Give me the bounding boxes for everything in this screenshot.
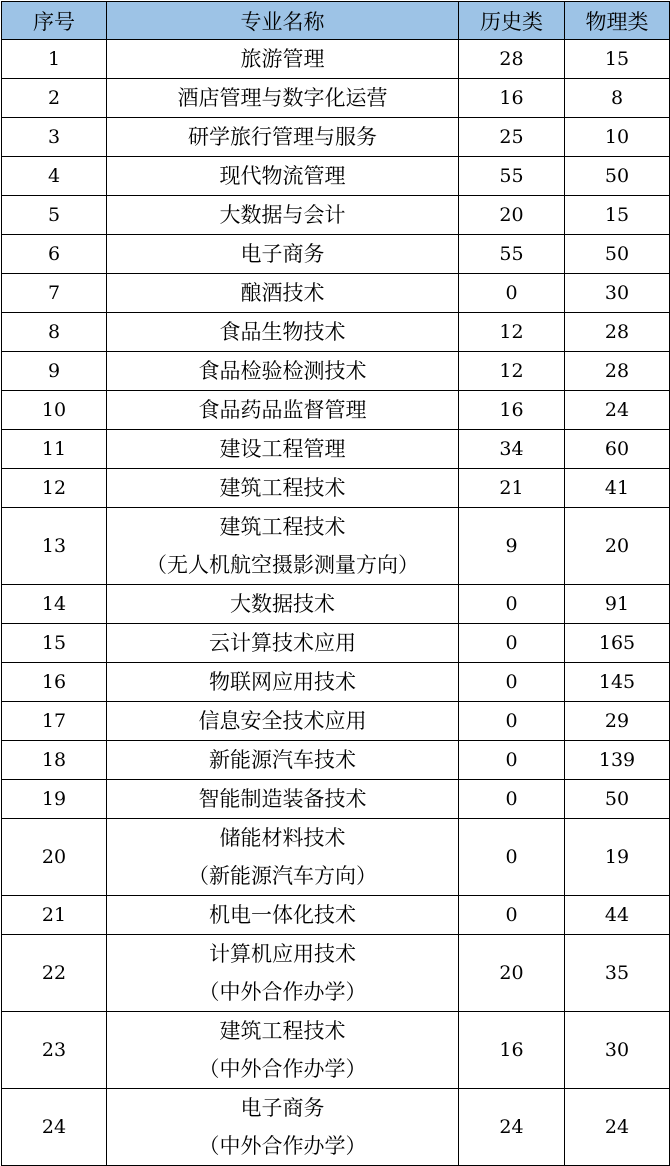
major-direction: （新能源汽车方向） — [188, 864, 377, 888]
row-history-count: 16 — [459, 79, 565, 118]
major-direction: （中外合作办学） — [198, 1134, 367, 1158]
table-row — [2, 702, 670, 741]
table-row — [2, 196, 670, 235]
row-history-count: 34 — [459, 430, 565, 469]
row-physics-count: 50 — [565, 235, 670, 274]
row-physics-count: 24 — [565, 1089, 670, 1166]
row-physics-count: 60 — [565, 430, 670, 469]
row-history-count: 0 — [459, 780, 565, 819]
major-name: 酿酒技术 — [240, 281, 325, 305]
row-major — [107, 313, 459, 352]
table-body — [2, 40, 670, 1166]
row-physics-count: 50 — [565, 780, 670, 819]
row-major — [107, 585, 459, 624]
row-index: 18 — [2, 741, 107, 780]
row-physics-count: 50 — [565, 157, 670, 196]
major-name: 电子商务 — [240, 242, 325, 266]
major-direction: （无人机航空摄影测量方向） — [146, 553, 419, 577]
major-direction: （中外合作办学） — [198, 980, 367, 1004]
table-row — [2, 896, 670, 935]
row-physics-count: 15 — [565, 196, 670, 235]
row-physics-count: 8 — [565, 79, 670, 118]
row-major — [107, 508, 459, 585]
enrollment-plan-table — [1, 1, 670, 1166]
table-row — [2, 624, 670, 663]
row-major — [107, 157, 459, 196]
row-major — [107, 430, 459, 469]
row-index: 13 — [2, 508, 107, 585]
major-direction: （中外合作办学） — [198, 1057, 367, 1081]
major-name: 食品生物技术 — [219, 320, 346, 344]
row-index: 12 — [2, 469, 107, 508]
row-index: 6 — [2, 235, 107, 274]
major-name: 大数据技术 — [230, 592, 335, 616]
row-physics-count: 44 — [565, 896, 670, 935]
table-row — [2, 741, 670, 780]
header-major: 专业名称 — [107, 2, 459, 40]
row-history-count: 0 — [459, 585, 565, 624]
row-major — [107, 79, 459, 118]
table-row — [2, 430, 670, 469]
row-physics-count: 29 — [565, 702, 670, 741]
row-major — [107, 780, 459, 819]
table-row — [2, 663, 670, 702]
table-row — [2, 935, 670, 1012]
row-history-count: 24 — [459, 1089, 565, 1166]
major-name: 酒店管理与数字化运营 — [177, 86, 388, 110]
row-physics-count: 91 — [565, 585, 670, 624]
row-major — [107, 896, 459, 935]
row-history-count: 55 — [459, 235, 565, 274]
row-physics-count: 15 — [565, 40, 670, 79]
row-major — [107, 1089, 459, 1166]
table-row — [2, 40, 670, 79]
row-index: 21 — [2, 896, 107, 935]
table-row — [2, 1089, 670, 1166]
major-name: 计算机应用技术 — [209, 942, 356, 966]
row-index: 10 — [2, 391, 107, 430]
row-physics-count: 30 — [565, 1012, 670, 1089]
row-index: 9 — [2, 352, 107, 391]
row-physics-count: 41 — [565, 469, 670, 508]
row-index: 1 — [2, 40, 107, 79]
row-history-count: 16 — [459, 1012, 565, 1089]
table-row — [2, 819, 670, 896]
major-name: 电子商务 — [240, 1096, 325, 1120]
row-major — [107, 1012, 459, 1089]
row-major — [107, 352, 459, 391]
row-major — [107, 741, 459, 780]
header-row — [2, 2, 670, 40]
row-history-count: 0 — [459, 624, 565, 663]
row-history-count: 12 — [459, 313, 565, 352]
major-name: 建筑工程技术 — [219, 1019, 346, 1043]
row-index: 19 — [2, 780, 107, 819]
row-history-count: 21 — [459, 469, 565, 508]
table-header — [2, 2, 670, 40]
row-index: 22 — [2, 935, 107, 1012]
major-name: 旅游管理 — [240, 47, 325, 71]
row-index: 2 — [2, 79, 107, 118]
row-index: 16 — [2, 663, 107, 702]
row-history-count: 25 — [459, 118, 565, 157]
row-index: 14 — [2, 585, 107, 624]
table-row — [2, 118, 670, 157]
table-row — [2, 79, 670, 118]
header-index: 序号 — [2, 2, 107, 40]
row-history-count: 28 — [459, 40, 565, 79]
row-history-count: 20 — [459, 935, 565, 1012]
table-row — [2, 508, 670, 585]
row-physics-count: 139 — [565, 741, 670, 780]
row-index: 8 — [2, 313, 107, 352]
row-major — [107, 118, 459, 157]
row-history-count: 0 — [459, 702, 565, 741]
row-index: 20 — [2, 819, 107, 896]
row-index: 5 — [2, 196, 107, 235]
row-index: 17 — [2, 702, 107, 741]
row-major — [107, 196, 459, 235]
row-major — [107, 663, 459, 702]
table-row — [2, 313, 670, 352]
major-name: 云计算技术应用 — [209, 631, 356, 655]
row-major — [107, 274, 459, 313]
row-history-count: 9 — [459, 508, 565, 585]
row-index: 24 — [2, 1089, 107, 1166]
table-row — [2, 585, 670, 624]
row-major — [107, 624, 459, 663]
major-name: 建筑工程技术 — [219, 515, 346, 539]
major-name: 信息安全技术应用 — [198, 709, 367, 733]
major-name: 储能材料技术 — [219, 826, 346, 850]
table-row — [2, 235, 670, 274]
row-history-count: 0 — [459, 896, 565, 935]
row-history-count: 16 — [459, 391, 565, 430]
row-major — [107, 391, 459, 430]
major-name: 研学旅行管理与服务 — [188, 125, 377, 149]
table-row — [2, 469, 670, 508]
row-physics-count: 28 — [565, 352, 670, 391]
row-physics-count: 20 — [565, 508, 670, 585]
major-name: 建设工程管理 — [219, 437, 346, 461]
row-major — [107, 235, 459, 274]
header-history: 历史类 — [459, 2, 565, 40]
row-physics-count: 24 — [565, 391, 670, 430]
row-major — [107, 819, 459, 896]
table-row — [2, 157, 670, 196]
row-index: 7 — [2, 274, 107, 313]
major-name: 大数据与会计 — [219, 203, 346, 227]
row-history-count: 20 — [459, 196, 565, 235]
major-name: 食品药品监督管理 — [198, 398, 367, 422]
major-name: 智能制造装备技术 — [198, 787, 367, 811]
row-index: 23 — [2, 1012, 107, 1089]
row-physics-count: 145 — [565, 663, 670, 702]
row-history-count: 0 — [459, 819, 565, 896]
row-major — [107, 935, 459, 1012]
row-physics-count: 165 — [565, 624, 670, 663]
row-index: 3 — [2, 118, 107, 157]
row-physics-count: 10 — [565, 118, 670, 157]
table-row — [2, 352, 670, 391]
table-row — [2, 1012, 670, 1089]
major-name: 现代物流管理 — [219, 164, 346, 188]
row-physics-count: 35 — [565, 935, 670, 1012]
row-physics-count: 30 — [565, 274, 670, 313]
major-name: 机电一体化技术 — [209, 903, 356, 927]
row-major — [107, 469, 459, 508]
row-history-count: 12 — [459, 352, 565, 391]
table-row — [2, 274, 670, 313]
row-history-count: 55 — [459, 157, 565, 196]
row-index: 15 — [2, 624, 107, 663]
row-physics-count: 28 — [565, 313, 670, 352]
row-history-count: 0 — [459, 663, 565, 702]
row-physics-count: 19 — [565, 819, 670, 896]
table-row — [2, 391, 670, 430]
row-history-count: 0 — [459, 741, 565, 780]
header-physics: 物理类 — [565, 2, 670, 40]
row-major — [107, 702, 459, 741]
major-name: 物联网应用技术 — [209, 670, 356, 694]
row-index: 4 — [2, 157, 107, 196]
major-name: 建筑工程技术 — [219, 476, 346, 500]
table-row — [2, 780, 670, 819]
major-name: 新能源汽车技术 — [209, 748, 356, 772]
row-index: 11 — [2, 430, 107, 469]
row-history-count: 0 — [459, 274, 565, 313]
row-major — [107, 40, 459, 79]
major-name: 食品检验检测技术 — [198, 359, 367, 383]
